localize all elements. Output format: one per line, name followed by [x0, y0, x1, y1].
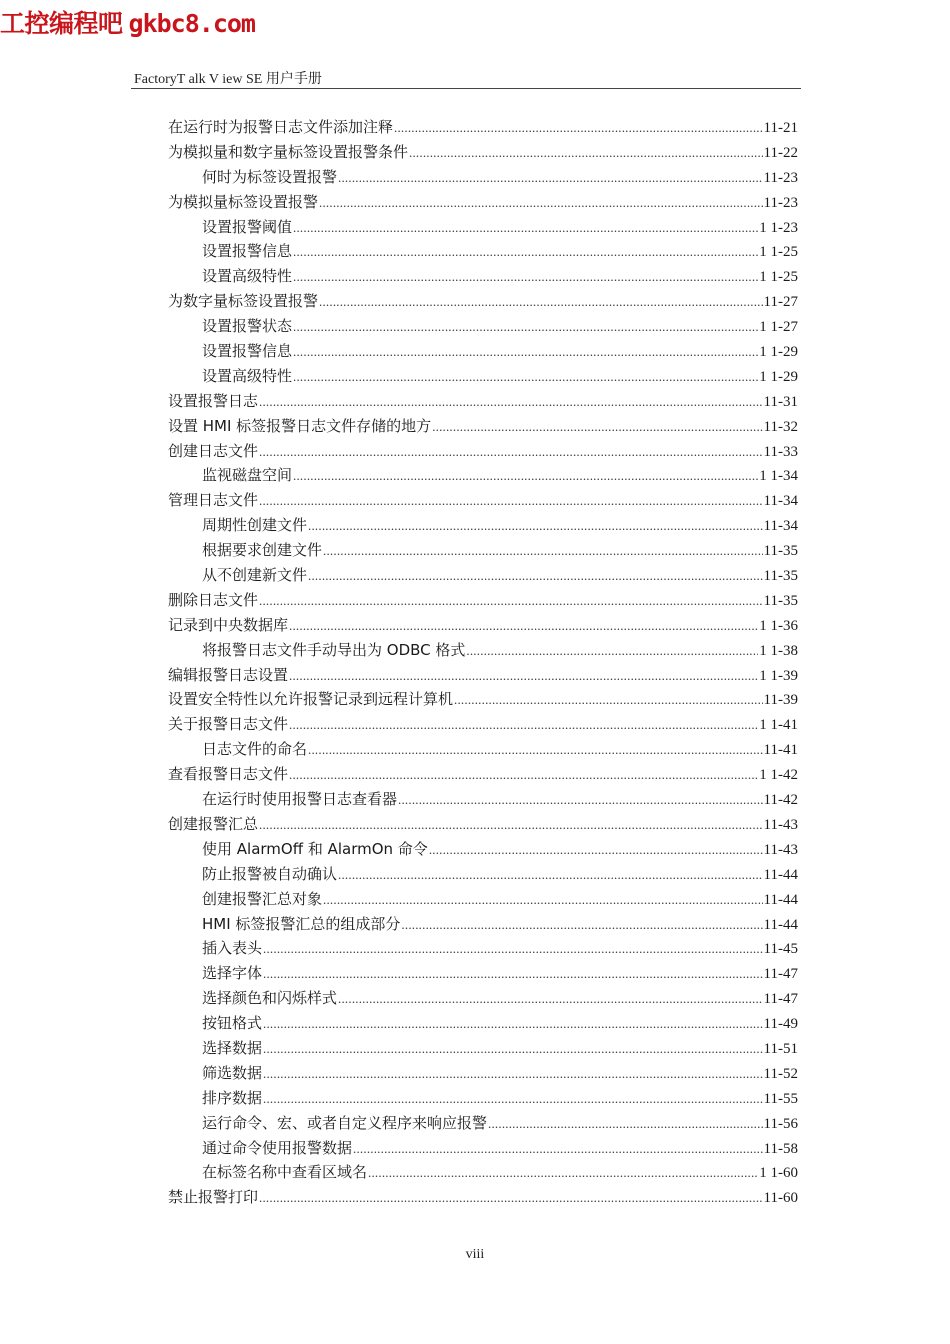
table-of-contents	[0, 115, 950, 1210]
toc-entry[interactable]	[202, 1061, 798, 1086]
page-number: viii	[465, 1247, 485, 1262]
dot-leader	[289, 614, 758, 639]
toc-entry-title: 插入表头	[202, 939, 263, 958]
running-header	[134, 68, 322, 88]
dot-leader	[293, 464, 758, 489]
toc-entry[interactable]	[202, 463, 798, 488]
toc-entry-title: 为模拟量和数字量标签设置报警条件	[168, 142, 409, 161]
toc-entry-title: 周期性创建文件	[202, 516, 308, 535]
page-footer	[0, 1247, 950, 1263]
watermark-url: gkbc8.com	[128, 9, 255, 38]
dot-leader	[259, 390, 763, 415]
toc-entry[interactable]	[202, 513, 798, 538]
toc-entry-page: 1 1-38	[759, 642, 798, 659]
toc-entry-title: 设置 HMI 标签报警日志文件存储的地方	[168, 416, 432, 435]
toc-entry-title: 防止报警被自动确认	[202, 864, 338, 883]
dot-leader	[319, 191, 763, 216]
dot-leader	[259, 813, 763, 838]
toc-entry-page: 11-47	[763, 991, 798, 1008]
toc-entry-title: 日志文件的命名	[202, 740, 308, 759]
toc-entry-page: 11-23	[763, 169, 798, 186]
toc-entry[interactable]	[202, 912, 798, 937]
toc-entry-page: 11-35	[763, 568, 798, 585]
toc-entry-page: 1 1-60	[759, 1165, 798, 1182]
toc-entry-page: 11-56	[763, 1115, 798, 1132]
toc-entry-page: 1 1-29	[759, 368, 798, 385]
toc-entry-page: 11-60	[763, 1190, 798, 1207]
toc-entry-page: 11-58	[763, 1140, 798, 1157]
toc-entry[interactable]	[202, 314, 798, 339]
toc-entry-title: 使用 AlarmOff 和 AlarmOn 命令	[202, 839, 428, 858]
toc-entry[interactable]	[202, 1011, 798, 1036]
toc-entry-title: 查看报警日志文件	[168, 765, 289, 784]
toc-entry-page: 1 1-23	[759, 219, 798, 236]
dot-leader	[293, 365, 758, 390]
dot-leader	[429, 838, 763, 863]
toc-entry-page: 11-35	[763, 592, 798, 609]
dot-leader	[308, 514, 763, 539]
toc-entry[interactable]	[168, 439, 798, 464]
toc-entry-title: 在运行时为报警日志文件添加注释	[168, 118, 394, 136]
toc-entry-title: 编辑报警日志设置	[168, 665, 289, 684]
toc-entry-title: 设置报警阈值	[202, 217, 293, 236]
toc-entry-page: 1 1-41	[759, 717, 798, 734]
toc-entry-page: 11-49	[763, 1016, 798, 1033]
toc-entry[interactable]	[202, 986, 798, 1011]
toc-entry[interactable]	[202, 638, 798, 663]
dot-leader	[259, 1186, 763, 1211]
dot-leader	[401, 913, 762, 938]
dot-leader	[398, 788, 763, 813]
toc-entry-page: 11-43	[763, 816, 798, 833]
toc-entry[interactable]	[202, 364, 798, 389]
toc-entry-title: 设置报警信息	[202, 242, 293, 261]
toc-entry-title: 设置安全特性以允许报警记录到远程计算机	[168, 690, 454, 709]
dot-leader	[259, 489, 763, 514]
dot-leader	[263, 1012, 763, 1037]
toc-entry-title: 设置报警信息	[202, 342, 293, 361]
header-title: FactoryT alk V iew SE 用户手册	[134, 72, 322, 87]
toc-entry-page: 1 1-25	[759, 269, 798, 286]
toc-entry-page: 11-34	[763, 493, 798, 510]
dot-leader	[263, 962, 763, 987]
toc-entry-title: 从不创建新文件	[202, 566, 308, 585]
toc-entry[interactable]	[202, 239, 798, 264]
toc-entry-page: 1 1-34	[759, 468, 798, 485]
toc-entry-page: 11-43	[763, 841, 798, 858]
toc-entry[interactable]	[168, 812, 798, 837]
dot-leader	[466, 639, 758, 664]
toc-entry-title: 根据要求创建文件	[202, 541, 323, 560]
toc-entry[interactable]	[202, 264, 798, 289]
dot-leader	[308, 738, 763, 763]
dot-leader	[293, 265, 758, 290]
toc-entry-page: 1 1-29	[759, 344, 798, 361]
toc-entry[interactable]	[168, 488, 798, 513]
dot-leader	[259, 589, 763, 614]
dot-leader	[353, 1137, 763, 1162]
dot-leader	[263, 937, 763, 962]
toc-entry-page: 11-55	[763, 1090, 798, 1107]
dot-leader	[308, 564, 763, 589]
dot-leader	[293, 315, 758, 340]
dot-leader	[323, 539, 763, 564]
toc-entry-page: 1 1-39	[759, 667, 798, 684]
dot-leader	[259, 440, 763, 465]
toc-entry[interactable]	[202, 936, 798, 961]
toc-entry[interactable]	[202, 1160, 798, 1185]
dot-leader	[263, 1087, 763, 1112]
toc-entry-title: 创建日志文件	[168, 441, 259, 460]
dot-leader	[394, 116, 763, 141]
toc-entry[interactable]	[202, 563, 798, 588]
dot-leader	[263, 1037, 763, 1062]
toc-entry-title: 为数字量标签设置报警	[168, 292, 319, 311]
toc-entry-page: 11-27	[763, 294, 798, 311]
toc-entry[interactable]	[202, 1111, 798, 1136]
header-rule	[131, 88, 801, 89]
toc-entry-page: 11-42	[763, 792, 798, 809]
toc-entry-title: 监视磁盘空间	[202, 466, 293, 485]
toc-entry-title: 选择数据	[202, 1038, 263, 1057]
toc-entry-page: 11-41	[763, 742, 798, 759]
toc-entry-page: 11-21	[763, 120, 798, 136]
toc-entry-page: 11-33	[763, 443, 798, 460]
toc-entry-page: 1 1-27	[759, 319, 798, 336]
toc-entry-page: 11-22	[763, 144, 798, 161]
toc-entry[interactable]	[168, 762, 798, 787]
toc-entry[interactable]	[202, 1036, 798, 1061]
toc-entry-title: 选择字体	[202, 964, 263, 983]
toc-entry[interactable]	[168, 687, 798, 712]
dot-leader	[338, 987, 763, 1012]
toc-entry-page: 11-35	[763, 543, 798, 560]
toc-entry-page: 11-31	[763, 393, 798, 410]
dot-leader	[289, 763, 758, 788]
toc-entry-title: 关于报警日志文件	[168, 715, 289, 734]
toc-entry[interactable]	[202, 961, 798, 986]
toc-entry-title: 按钮格式	[202, 1014, 263, 1033]
toc-entry-page: 11-34	[763, 518, 798, 535]
toc-entry-title: 删除日志文件	[168, 590, 259, 609]
dot-leader	[409, 141, 763, 166]
toc-entry-title: 选择颜色和闪烁样式	[202, 989, 338, 1008]
dot-leader	[488, 1112, 763, 1137]
toc-entry[interactable]	[168, 613, 798, 638]
dot-leader	[319, 290, 763, 315]
toc-entry-title: 创建报警汇总	[168, 814, 259, 833]
toc-entry-title: 将报警日志文件手动导出为 ODBC 格式	[202, 640, 466, 659]
toc-entry-page: 11-39	[763, 692, 798, 709]
toc-entry-title: 在运行时使用报警日志查看器	[202, 790, 398, 809]
dot-leader	[293, 216, 758, 241]
toc-entry[interactable]	[168, 712, 798, 737]
toc-entry-title: 禁止报警打印	[168, 1188, 259, 1207]
toc-entry-page: 11-23	[763, 194, 798, 211]
toc-entry[interactable]	[202, 887, 798, 912]
toc-entry-title: 排序数据	[202, 1088, 263, 1107]
dot-leader	[338, 863, 763, 888]
toc-entry[interactable]	[168, 115, 798, 140]
watermark-text: 工控编程吧	[0, 9, 123, 38]
watermark	[0, 4, 255, 40]
toc-entry-title: 记录到中央数据库	[168, 615, 289, 634]
toc-entry-page: 11-45	[763, 941, 798, 958]
toc-entry-page: 11-44	[763, 866, 798, 883]
toc-entry-page: 11-44	[763, 891, 798, 908]
dot-leader	[263, 1062, 763, 1087]
dot-leader	[432, 415, 762, 440]
toc-entry-page: 1 1-25	[759, 244, 798, 261]
toc-entry[interactable]	[202, 787, 798, 812]
toc-entry-title: 设置高级特性	[202, 366, 293, 385]
toc-entry-page: 11-51	[763, 1040, 798, 1057]
toc-entry[interactable]	[202, 1086, 798, 1111]
toc-entry-title: 通过命令使用报警数据	[202, 1138, 353, 1157]
toc-entry[interactable]	[202, 538, 798, 563]
toc-entry-page: 11-44	[763, 916, 798, 933]
toc-entry-page: 11-47	[763, 966, 798, 983]
dot-leader	[289, 664, 758, 689]
toc-entry[interactable]	[202, 862, 798, 887]
toc-entry-title: 运行命令、宏、或者自定义程序来响应报警	[202, 1113, 488, 1132]
toc-entry-title: 管理日志文件	[168, 491, 259, 510]
dot-leader	[454, 688, 763, 713]
toc-entry[interactable]	[168, 588, 798, 613]
dot-leader	[338, 166, 763, 191]
toc-entry-title: 在标签名称中查看区域名	[202, 1163, 368, 1182]
dot-leader	[293, 340, 758, 365]
toc-entry-title: 何时为标签设置报警	[202, 167, 338, 186]
toc-entry[interactable]	[168, 414, 798, 439]
toc-entry[interactable]	[168, 289, 798, 314]
toc-entry[interactable]	[168, 389, 798, 414]
dot-leader	[368, 1161, 758, 1186]
toc-entry[interactable]	[168, 663, 798, 688]
toc-entry[interactable]	[202, 215, 798, 240]
toc-entry-title: 设置报警状态	[202, 317, 293, 336]
toc-entry-page: 1 1-42	[759, 767, 798, 784]
toc-entry[interactable]	[202, 737, 798, 762]
toc-entry[interactable]	[202, 165, 798, 190]
toc-entry-page: 11-52	[763, 1065, 798, 1082]
toc-entry[interactable]	[168, 190, 798, 215]
toc-entry-title: 为模拟量标签设置报警	[168, 192, 319, 211]
toc-entry-title: 筛选数据	[202, 1063, 263, 1082]
dot-leader	[289, 713, 758, 738]
toc-entry[interactable]	[202, 837, 798, 862]
toc-entry-title: HMI 标签报警汇总的组成部分	[202, 914, 401, 933]
dot-leader	[323, 888, 763, 913]
toc-entry[interactable]	[168, 1185, 798, 1210]
dot-leader	[293, 240, 758, 265]
toc-entry-page: 1 1-36	[759, 617, 798, 634]
toc-entry[interactable]	[168, 140, 798, 165]
toc-entry-page: 11-32	[763, 418, 798, 435]
toc-entry-title: 创建报警汇总对象	[202, 889, 323, 908]
toc-entry[interactable]	[202, 339, 798, 364]
toc-entry-title: 设置报警日志	[168, 391, 259, 410]
toc-entry-title: 设置高级特性	[202, 267, 293, 286]
toc-entry[interactable]	[202, 1136, 798, 1161]
